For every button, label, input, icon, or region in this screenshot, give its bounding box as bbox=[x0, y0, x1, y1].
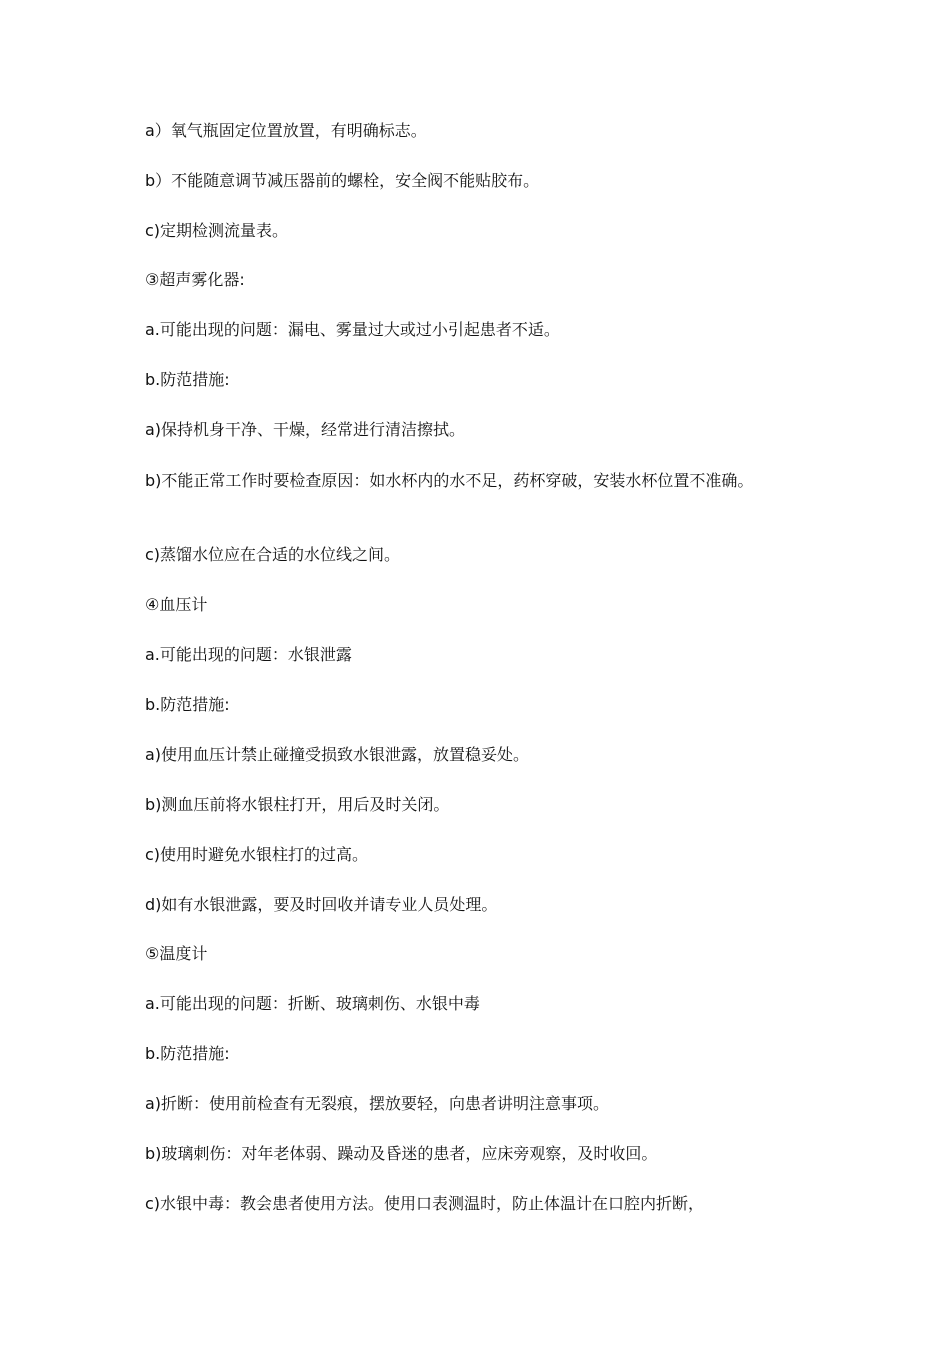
paragraph: b.防范措施: bbox=[145, 370, 230, 389]
paragraph: a）氧气瓶固定位置放置，有明确标志。 bbox=[145, 121, 427, 140]
paragraph: c)蒸馏水位应在合适的水位线之间。 bbox=[145, 545, 401, 564]
paragraph: a)折断：使用前检查有无裂痕，摆放要轻，向患者讲明注意事项。 bbox=[145, 1094, 610, 1113]
paragraph: b)玻璃刺伤：对年老体弱、躁动及昏迷的患者，应床旁观察，及时收回。 bbox=[145, 1144, 658, 1163]
paragraph: b.防范措施: bbox=[145, 695, 230, 714]
paragraph: b)不能正常工作时要检查原因：如水杯内的水不足，药杯穿破，安装水杯位置不准确。 bbox=[145, 471, 754, 490]
section-heading: ③超声雾化器: bbox=[145, 270, 245, 289]
paragraph: b)测血压前将水银柱打开，用后及时关闭。 bbox=[145, 795, 450, 814]
paragraph: d)如有水银泄露，要及时回收并请专业人员处理。 bbox=[145, 895, 498, 914]
paragraph: c)定期检测流量表。 bbox=[145, 221, 289, 240]
paragraph: a)保持机身干净、干燥，经常进行清洁擦拭。 bbox=[145, 420, 466, 439]
paragraph: c)水银中毒：教会患者使用方法。使用口表测温时，防止体温计在口腔内折断， bbox=[145, 1194, 705, 1213]
paragraph: a.可能出现的问题：折断、玻璃刺伤、水银中毒 bbox=[145, 994, 480, 1013]
section-heading: ⑤温度计 bbox=[145, 944, 208, 963]
paragraph: a.可能出现的问题：水银泄露 bbox=[145, 645, 352, 664]
paragraph: b.防范措施: bbox=[145, 1044, 230, 1063]
paragraph: c)使用时避免水银柱打的过高。 bbox=[145, 845, 369, 864]
paragraph: b）不能随意调节减压器前的螺栓，安全阀不能贴胶布。 bbox=[145, 171, 540, 190]
section-heading: ④血压计 bbox=[145, 595, 208, 614]
paragraph: a)使用血压计禁止碰撞受损致水银泄露，放置稳妥处。 bbox=[145, 745, 530, 764]
paragraph: a.可能出现的问题：漏电、雾量过大或过小引起患者不适。 bbox=[145, 320, 560, 339]
